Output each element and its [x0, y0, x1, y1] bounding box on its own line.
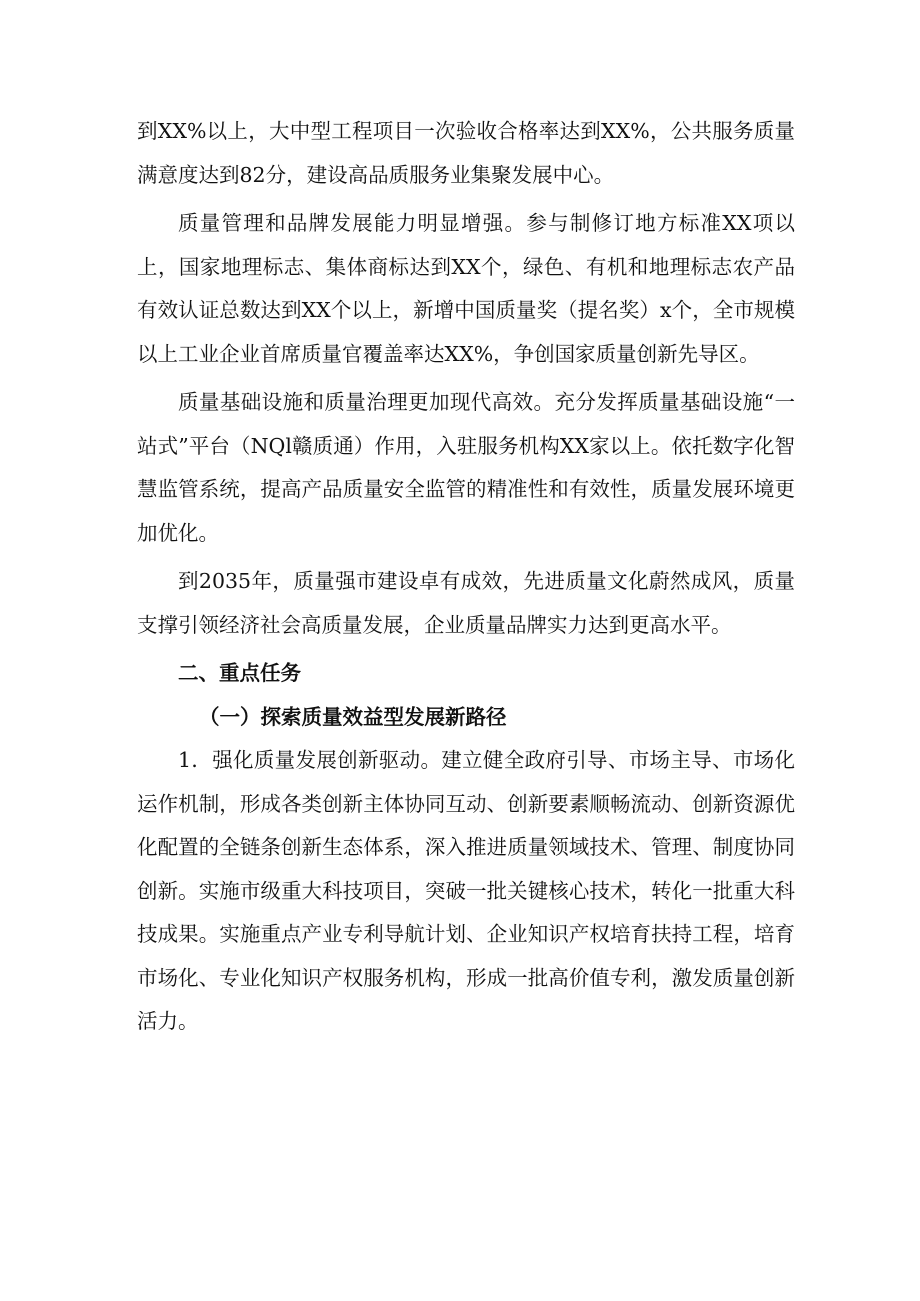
section-heading: 二、重点任务 — [178, 661, 301, 685]
paragraph-innovation-drive: 1．强化质量发展创新驱动。建立健全政府引导、市场主导、市场化运作机制，形成各类创新主体协同互动、创新要素顺畅流动、创新资源优化配置的全链条创新生态体系，深入推进质量领域技术、管理、制度协同创新。实施市级重大科技项目，突破一批关键核心技术，转化一批重大科技成果。实施重点产业专利导航计划、企业知识产权培育扶持工程，培育市场化、专业化知识产权服务机构，形成一批高价值专利，激发质量创新活力。 — [137, 748, 795, 1033]
paragraph-quality-infrastructure: 质量基础设施和质量治理更加现代高效。充分发挥质量基础设施“一站式”平台（NQl赣质通）作用，入驻服务机构XX家以上。依托数字化智慧监管系统，提高产品质量安全监管的精准性和有效性，质量发展环境更加优化。 — [137, 390, 795, 545]
document-body — [137, 110, 795, 1044]
subsection-heading: （一）探索质量效益型发展新路径 — [199, 704, 507, 729]
paragraph-quality-brand: 质量管理和品牌发展能力明显增强。参与制修订地方标准XX项以上，国家地理标志、集体商标达到XX个，绿色、有机和地理标志农产品有效认证总数达到XX个以上，新增中国质量奖（提名奖）x个，全市规模以上工业企业首席质量官覆盖率达XX%，争创国家质量创新先导区。 — [137, 211, 795, 366]
paragraph-2035-goal: 到2035年，质量强市建设卓有成效，先进质量文化蔚然成风，质量支撑引领经济社会高质量发展，企业质量品牌实力达到更高水平。 — [137, 569, 795, 637]
paragraph-continuation: 到XX%以上，大中型工程项目一次验收合格率达到XX%，公共服务质量满意度达到82分，建设高品质服务业集聚发展中心。 — [137, 119, 795, 187]
